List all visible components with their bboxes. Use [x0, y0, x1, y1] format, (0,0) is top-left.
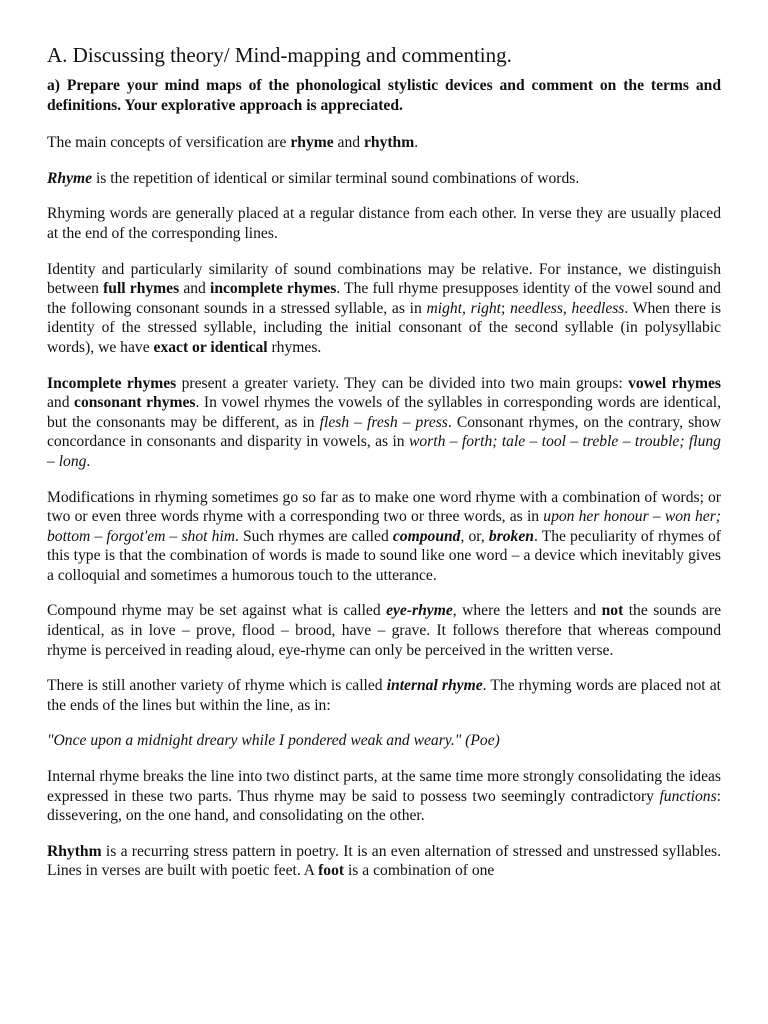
text-run: . The rhyming words are placed not at the ends of the lines but within the line, as in: — [47, 677, 721, 714]
text-run: , or, — [460, 527, 489, 545]
term-rhyme-italic: Rhyme — [47, 169, 93, 187]
example-worth-forth: worth – forth; tale – tool – treble – trouble; flung – long — [47, 433, 721, 470]
text-run: the sounds are identical, as in love – prove, flood – brood, have – grave. It follows therefore that whereas compound rhyme is perceived in reading aloud, eye-rhyme can only be perceived in the written verse. — [47, 602, 722, 659]
term-rhythm: rhythm — [363, 134, 415, 152]
paragraph-eye-rhyme — [47, 601, 721, 660]
text-run: present a greater variety. They can be divided into two main groups: — [176, 374, 629, 392]
term-broken: broken — [488, 527, 534, 545]
text-run: . Consonant rhymes, on the contrary, show concordance in consonants and disparity in vowels, as in — [47, 413, 721, 451]
example-might-right: might, right — [426, 299, 502, 317]
text-run: . The full rhyme presupposes identity of the vowel sound and the following consonant sounds in a stressed syllable, as in — [47, 280, 721, 317]
text-run: . In vowel rhymes the vowels of the syllables in corresponding words are identical, but the consonants may be different, as in — [47, 394, 721, 431]
text-run: : dissevering, on the one hand, and consolidating on the other. — [47, 787, 721, 825]
text-run: . The peculiarity of rhymes of this type is that the combination of words is made to sound like one word – a device which inevitably gives a colloquial and sometimes a humorous touch to the utterance. — [47, 527, 721, 584]
text-run: Internal rhyme breaks the line into two distinct parts, at the same time more strongly consolidating the ideas expressed in these two parts. Thus rhyme may be said to possess two seemingly contradictory — [47, 768, 721, 805]
term-full-rhymes: full rhymes — [103, 280, 180, 298]
text-run: ; — [501, 299, 511, 317]
term-incomplete-rhymes: incomplete rhymes — [210, 280, 337, 298]
paragraph-rhyme-placement: Rhyming words are generally placed at a regular distance from each other. In verse they are usually placed at the end of the corresponding lines. — [47, 205, 721, 242]
text-run: . — [86, 452, 91, 470]
term-eye-rhyme: eye-rhyme — [386, 602, 453, 620]
text-run: . When there is identity of the stressed syllable, including the initial consonant of the second syllable (in polysyllabic words), we have — [47, 299, 722, 356]
term-not: not — [601, 602, 624, 620]
text-run: . — [414, 134, 419, 152]
text-run: is a combination of one — [344, 862, 495, 880]
term-consonant-rhymes: consonant rhymes — [74, 394, 196, 412]
text-run: and — [179, 280, 210, 298]
example-compound: upon her honour – won her; bottom – forgot'em – shot him — [47, 508, 721, 545]
text-run: rhymes. — [267, 338, 322, 356]
text-run: . Such rhymes are called — [234, 527, 393, 545]
paragraph-internal-rhyme-function — [47, 767, 721, 826]
paragraph-incomplete-rhymes — [47, 374, 721, 472]
poe-quote: "Once upon a midnight dreary while I pondered weak and weary." (Poe) — [47, 732, 500, 750]
text-run: , where the letters and — [452, 602, 602, 620]
section-heading: A. Discussing theory/ Mind-mapping and commenting. — [47, 43, 512, 67]
task-instruction: a) Prepare your mind maps of the phonological stylistic devices and comment on the terms and definitions. Your explorative approach is appreciated. — [47, 77, 721, 114]
paragraph-main-concepts — [47, 133, 721, 153]
term-incomplete-rhymes-head: Incomplete rhymes — [47, 374, 177, 392]
term-functions: functions — [659, 787, 717, 805]
paragraph-compound-rhymes — [47, 488, 721, 586]
text-run: and — [47, 394, 75, 412]
term-compound: compound — [392, 527, 461, 545]
example-needless-heedless: needless, heedless — [510, 299, 625, 317]
text-run: Identity and particularly similarity of sound combinations may be relative. For instance, we distinguish between — [47, 260, 721, 298]
term-exact-identical: exact or identical — [153, 338, 268, 356]
text-run: is a recurring stress pattern in poetry. It is an even alternation of stressed and unstressed syllables. Lines in verses are built with poetic feet. A — [47, 842, 721, 880]
text-run: is the repetition of identical or similar terminal sound combinations of words. — [92, 169, 580, 187]
paragraph-rhyme-definition — [47, 169, 721, 189]
example-flesh-fresh-press: flesh – fresh – press — [319, 413, 448, 431]
text-run: There is still another variety of rhyme which is called — [47, 677, 387, 695]
text-run: Compound rhyme may be set against what is called — [47, 602, 387, 620]
paragraph-full-rhymes — [47, 260, 721, 358]
text-run: Modifications in rhyming sometimes go so far as to make one word rhyme with a combination of words; or two or even three words rhyme with a corresponding two or three words, as in — [47, 488, 721, 526]
term-internal-rhyme: internal rhyme — [386, 677, 483, 695]
paragraph-internal-rhyme — [47, 676, 721, 715]
text-run: The main concepts of versification are — [47, 134, 291, 152]
term-rhythm-head: Rhythm — [47, 842, 102, 860]
paragraph-rhythm — [47, 842, 721, 881]
term-rhyme: rhyme — [290, 134, 334, 152]
term-vowel-rhymes: vowel rhymes — [628, 374, 721, 392]
text-run: and — [333, 134, 364, 152]
term-foot: foot — [318, 862, 345, 880]
